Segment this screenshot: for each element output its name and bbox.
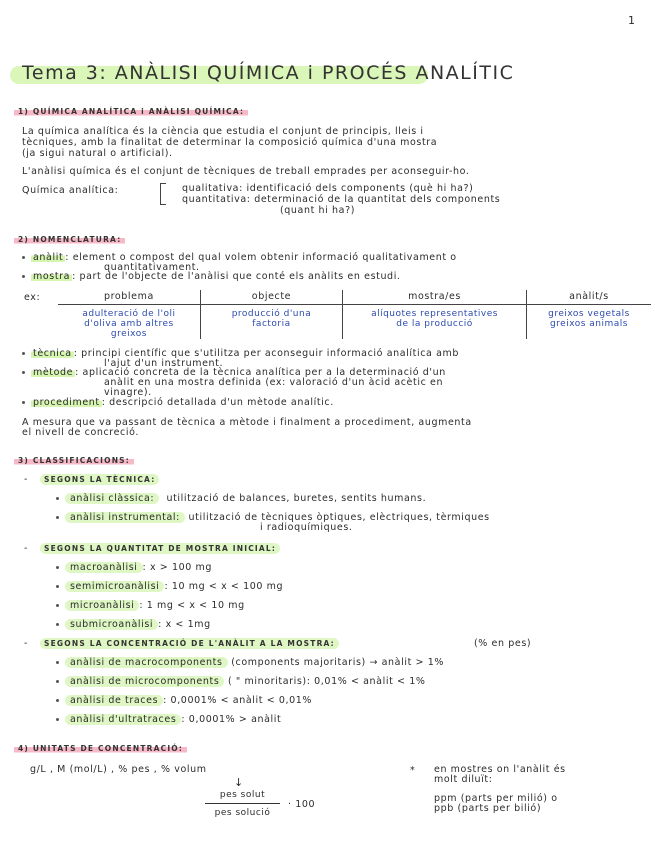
tecnica-term: tècnica xyxy=(33,348,72,359)
micro-def: : 1 mg < x < 10 mg xyxy=(139,600,245,611)
classic-term: anàlisi clàssica: xyxy=(65,493,159,504)
s1-paragraph-2: L'anàlisi química és el conjunt de tècniques de treball emprades per aconseguir-ho. xyxy=(22,166,470,177)
dilute-note-1: en mostres on l'anàlit és xyxy=(434,764,566,775)
instrumental-def: utilització de tècniques òptiques, elèctriques, tèrmiques xyxy=(188,512,490,523)
ultratraces-term: anàlisi d'ultratraces xyxy=(65,714,181,725)
dash: - xyxy=(24,543,29,554)
nomenclature-table xyxy=(58,290,651,339)
submicro-def: : x < 1mg xyxy=(158,619,211,630)
s1-paragraph-line-2: tècniques, amb la finalitat de determinar la composició química d'una mostra xyxy=(22,137,438,148)
procediment-definition xyxy=(22,397,334,408)
tecnica-def: : principi científic que s'utilitza per aconseguir informació analítica amb xyxy=(73,348,459,359)
analit-def: : element o compost del qual volem obtenir informació qualitativament o xyxy=(65,252,457,263)
metode-def-3: vinagre). xyxy=(104,387,152,398)
macro-analysis xyxy=(56,562,212,573)
ppm-line: ppm (parts per milió) o xyxy=(434,793,558,804)
table-header-row xyxy=(58,290,651,305)
qa-label: Química analítica: xyxy=(22,185,119,196)
bullet xyxy=(56,699,59,702)
semimicro-def: : 10 mg < x < 100 mg xyxy=(164,581,284,592)
bullet xyxy=(56,680,59,683)
bullet xyxy=(22,275,25,278)
procediment-def: : descripció detallada d'un mètode analític. xyxy=(101,397,334,408)
submicro-term: submicroanàlisi xyxy=(65,619,158,630)
section-2-heading: 2) NOMENCLATURA: xyxy=(14,234,125,245)
ultratraces xyxy=(56,714,281,725)
bullet xyxy=(56,566,59,569)
section-4-heading: 4) UNITATS DE CONCENTRACIÓ: xyxy=(14,743,187,754)
microcomponents-def: ( " minoritaris): 0,01% < anàlit < 1% xyxy=(228,676,426,687)
qa-qualitative: qualitativa: identificació dels components (què hi ha?) xyxy=(182,183,474,194)
metode-term: mètode xyxy=(33,367,74,378)
semimicro-term: semimicroanàlisi xyxy=(65,581,164,592)
instrumental-def-2: i radioquímiques. xyxy=(260,522,353,533)
section-1-heading: 1) QUÍMICA ANALÍTICA i ANÀLISI QUÍMICA: xyxy=(14,106,248,117)
tecnica-definition xyxy=(22,348,459,359)
s2-note-line-1: A mesura que va passant de tècnica a mètode i finalment a procediment, augmenta xyxy=(22,417,472,428)
col-analit: anàlit/s xyxy=(526,290,651,305)
arrow-down-icon: ↓ xyxy=(234,776,244,789)
table-cell: greixos vegetals greixos animals xyxy=(526,305,651,340)
microcomponents-term: anàlisi de microcomponents xyxy=(65,676,224,687)
bullet xyxy=(56,718,59,721)
traces xyxy=(56,695,312,706)
macro-term: macroanàlisi xyxy=(65,562,143,573)
s1-paragraph-line-1: La química analítica és la ciència que estudia el conjunt de principis, lleis i xyxy=(22,126,424,137)
fraction-bar xyxy=(205,803,280,804)
s1-paragraph-line-3: (ja sigui natural o artificial). xyxy=(22,148,173,159)
mostra-term: mostra xyxy=(33,271,71,282)
analit-def-2: quantitativament. xyxy=(104,262,200,273)
analit-term: anàlit xyxy=(33,252,64,263)
semimicro-analysis xyxy=(56,581,283,592)
units-line: g/L , M (mol/L) , % pes , % volum xyxy=(30,764,207,775)
macro-def: : x > 100 mg xyxy=(142,562,213,573)
col-mostra: mostra/es xyxy=(343,290,527,305)
bullet xyxy=(56,604,59,607)
micro-analysis xyxy=(56,600,245,611)
page-title: Tema 3: ANÀLISI QUÍMICA i PROCÉS ANALÍTIC xyxy=(22,62,515,84)
classic-analysis xyxy=(56,493,426,504)
by-concentration-heading: SEGONS LA CONCENTRACIÓ DE L'ANÀLIT A LA MOSTRA: xyxy=(40,638,339,649)
bullet xyxy=(22,352,25,355)
bullet xyxy=(22,371,25,374)
by-technique-heading: SEGONS LA TÈCNICA: xyxy=(40,474,159,485)
instrumental-term: anàlisi instrumental: xyxy=(65,512,185,523)
macrocomponents-def: (components majoritaris) → anàlit > 1% xyxy=(231,657,444,668)
dash: - xyxy=(24,474,29,485)
bullet xyxy=(22,401,25,404)
dilute-note-2: molt diluït: xyxy=(434,774,493,785)
traces-def: : 0,0001% < anàlit < 0,01% xyxy=(163,695,313,706)
bullet xyxy=(56,516,59,519)
metode-def-2: anàlit en una mostra definida (ex: valoració d'un àcid acètic en xyxy=(104,377,444,388)
dash: - xyxy=(24,638,29,649)
bullet xyxy=(56,585,59,588)
table-row xyxy=(58,305,651,340)
analit-definition xyxy=(22,252,457,263)
section-3-heading: 3) CLASSIFICACIONS: xyxy=(14,455,134,466)
by-sample-heading: SEGONS LA QUANTITAT DE MOSTRA INICIAL: xyxy=(40,543,280,554)
tecnica-def-2: l'ajut d'un instrument. xyxy=(104,358,224,369)
times-100: · 100 xyxy=(288,799,316,810)
asterisk: * xyxy=(410,765,416,776)
fraction-numerator: pes solut xyxy=(219,790,266,800)
bullet xyxy=(56,623,59,626)
classic-def: utilització de balances, buretes, sentits humans. xyxy=(166,493,427,504)
fraction-denominator: pes solució xyxy=(214,808,271,818)
mostra-def: : part de l'objecte de l'anàlisi que conté els anàlits en estudi. xyxy=(72,271,401,282)
table-cell: alíquotes representatives de la producció xyxy=(343,305,527,340)
qa-quantitative: quantitativa: determinació de la quantitat dels components xyxy=(182,194,501,205)
ppb-line: ppb (parts per bilió) xyxy=(434,803,542,814)
bullet xyxy=(56,661,59,664)
macrocomponents xyxy=(56,657,444,668)
mostra-definition xyxy=(22,271,401,282)
submicro-analysis xyxy=(56,619,211,630)
table-cell: adulteració de l'oli d'oliva amb altres greixos xyxy=(82,309,176,339)
bullet xyxy=(56,497,59,500)
page-number: 1 xyxy=(628,14,636,27)
s2-note-line-2: el nivell de concreció. xyxy=(22,427,139,438)
macrocomponents-term: anàlisi de macrocomponents xyxy=(65,657,228,668)
ultratraces-def: : 0,0001% > anàlit xyxy=(181,714,282,725)
traces-term: anàlisi de traces xyxy=(65,695,163,706)
microcomponents xyxy=(56,676,425,687)
bracket xyxy=(160,183,166,205)
micro-term: microanàlisi xyxy=(65,600,139,611)
by-concentration-unit: (% en pes) xyxy=(474,638,532,649)
metode-def: : aplicació concreta de la tècnica analítica per a la determinació d'un xyxy=(75,367,446,378)
table-cell: producció d'una factoria xyxy=(200,305,342,340)
qa-quantitative-2: (quant hi ha?) xyxy=(280,205,356,216)
example-label: ex: xyxy=(24,292,41,303)
col-problema: problema xyxy=(58,290,200,305)
bullet xyxy=(22,256,25,259)
procediment-term: procediment xyxy=(33,397,100,408)
col-objecte: objecte xyxy=(200,290,342,305)
